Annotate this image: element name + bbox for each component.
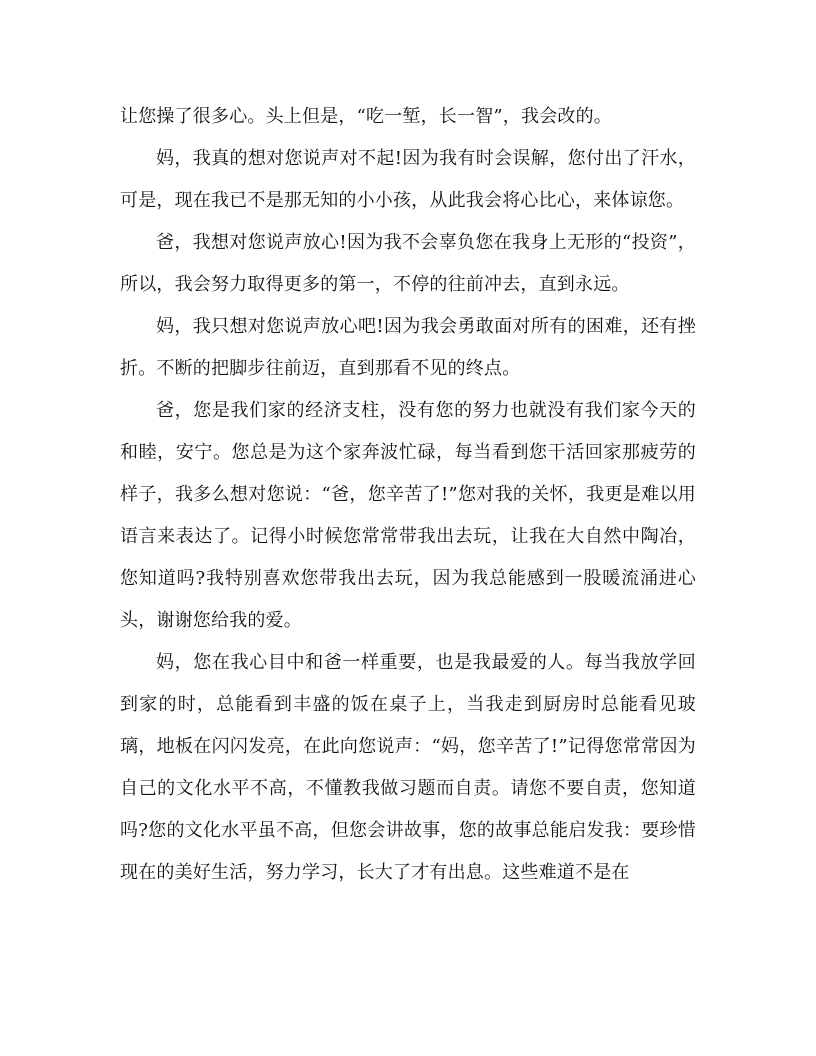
paragraph-reassure-dad: 爸，我想对您说声放心!因为我不会辜负您在我身上无形的“投资”，所以，我会努力取得更多的第一，不停的往前冲去，直到永远。 xyxy=(120,232,696,295)
paragraph-reassure-mom: 妈，我只想对您说声放心吧!因为我会勇敢面对所有的困难，还有挫折。不断的把脚步往前迈，直到那看不见的终点。 xyxy=(120,316,696,379)
paragraph-continuation: 让您操了很多心。头上但是，“吃一堑，长一智”，我会改的。 xyxy=(120,106,613,127)
paragraph-apology-mom: 妈，我真的想对您说声对不起!因为我有时会误解，您付出了汗水，可是，现在我已不是那无知的小小孩，从此我会将心比心，来体谅您。 xyxy=(120,148,696,211)
paragraph-thanks-dad: 爸，您是我们家的经济支柱，没有您的努力也就没有我们家今天的和睦，安宁。您总是为这个家奔波忙碌，每当看到您干活回家那疲劳的样子，我多么想对您说：“爸，您辛苦了!”您对我的关怀，我更是难以用语言来表达了。记得小时候您常常带我出去玩，让我在大自然中陶冶，您知道吗?我特别喜欢您带我出去玩，因为我总能感到一股暖流涌进心头，谢谢您给我的爱。 xyxy=(120,400,696,631)
document-body xyxy=(120,96,696,894)
paragraph-thanks-mom: 妈，您在我心目中和爸一样重要，也是我最爱的人。每当我放学回到家的时，总能看到丰盛的饭在桌子上，当我走到厨房时总能看见玻璃，地板在闪闪发亮，在此向您说声：“妈，您辛苦了!”记得您常常因为自己的文化水平不高，不懂教我做习题而自责。请您不要自责，您知道吗?您的文化水平虽不高，但您会讲故事，您的故事总能启发我：要珍惜现在的美好生活，努力学习，长大了才有出息。这些难道不是在 xyxy=(120,652,696,883)
